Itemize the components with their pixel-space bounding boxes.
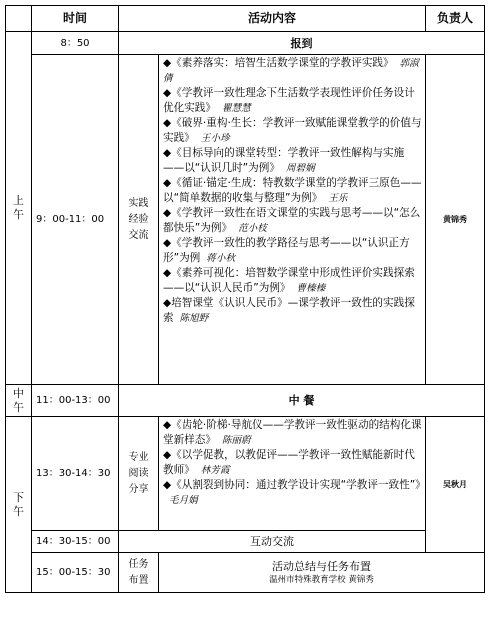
item-title: ◆《学教评一致性理念下生活数学表现性评价任务设计优化实践》 — [163, 87, 415, 114]
content-exchange: 互动交流 — [119, 531, 426, 553]
item-title: ◆《素养可视化：培智数学课堂中形成性评价实践探索——以“认识人民币”为例》 — [163, 267, 415, 294]
responsible-afternoon: 吴秋月 — [426, 417, 485, 553]
morning-item — [163, 296, 422, 326]
morning-item — [163, 56, 422, 86]
item-title: ◆《学教评一致性的教学路径与思考——以“认识正方形”为例 — [163, 237, 410, 264]
item-title: ◆《以学促教，以教促评——学教评一致性赋能新时代教师》 — [163, 449, 415, 476]
afternoon-item — [163, 478, 426, 508]
row-noon — [6, 385, 485, 417]
item-title: ◆《破界·重构·生长：学教评一致赋能课堂教学的价值与实践》 — [163, 117, 422, 144]
header-content: 活动内容 — [119, 6, 426, 32]
header-period-blank — [6, 6, 32, 32]
row-morning — [6, 55, 485, 385]
item-speaker: 林芳霞 — [200, 465, 230, 476]
item-speaker: 陈丽蔚 — [221, 435, 251, 446]
item-speaker: 郭淑倩 — [163, 58, 419, 84]
item-speaker: 陈旭野 — [179, 313, 209, 324]
period-afternoon: 下 午 — [6, 417, 32, 593]
afternoon-item — [163, 418, 422, 448]
header-row — [6, 6, 485, 32]
closing-sub: 温州市特殊教育学校 黄锦秀 — [269, 574, 374, 585]
item-title: ◆培智课堂《认识人民币》—课学教评一致性的实践探索 — [163, 297, 415, 324]
morning-item — [163, 266, 422, 296]
item-title: ◆《从割裂到协同：通过教学设计实现“学教评一致性”》 — [163, 479, 426, 491]
item-speaker: 王小珍 — [200, 133, 230, 144]
afternoon-items — [163, 418, 426, 508]
afternoon-item — [163, 448, 422, 478]
item-speaker: 王乐 — [328, 193, 348, 204]
morning-item — [163, 86, 422, 116]
content-checkin: 报到 — [119, 32, 485, 55]
morning-item — [163, 176, 422, 206]
time-noon: 11：00-13：00 — [32, 385, 119, 417]
item-title: ◆《齿轮·阶梯·导航仪——学教评一致性驱动的结构化课堂新样态》 — [163, 419, 422, 446]
item-speaker: 瞿慧慧 — [221, 103, 251, 114]
row-checkin — [6, 32, 485, 55]
closing-title: 活动总结与任务布置 — [272, 559, 371, 573]
item-title: ◆《素养落实：培智生活数学课堂的学教评实践》 — [163, 57, 394, 69]
item-speaker: 周碧娴 — [285, 163, 315, 174]
header-time: 时间 — [32, 6, 119, 32]
item-speaker: 曹榛榛 — [296, 283, 326, 294]
header-responsible: 负责人 — [426, 6, 485, 32]
content-morning — [159, 55, 426, 385]
item-title: ◆《循证·锚定·生成：特教数学课堂的学教评三原色——以“简单数据的收集与整理”为例》 — [163, 177, 422, 204]
form-closing: 任务 布置 — [119, 553, 159, 593]
form-morning: 实践 经验 交流 — [119, 55, 159, 385]
content-closing — [159, 553, 485, 593]
row-closing — [6, 553, 485, 593]
morning-item — [163, 236, 422, 266]
morning-items — [163, 56, 422, 326]
form-afternoon: 专业 阅读 分享 — [119, 417, 159, 531]
item-title: ◆《学教评一致性在语文课堂的实践与思考——以“怎么都快乐”为例》 — [163, 207, 421, 234]
time-afternoon: 13：30-14：30 — [32, 417, 119, 531]
time-checkin: 8：50 — [32, 32, 119, 55]
row-exchange — [6, 531, 485, 553]
item-speaker: 毛月娟 — [169, 495, 198, 506]
morning-item — [163, 206, 422, 236]
content-afternoon — [159, 417, 426, 531]
time-exchange: 14：30-15：00 — [32, 531, 119, 553]
period-noon: 中 午 — [6, 385, 32, 417]
row-afternoon — [6, 417, 485, 531]
item-speaker: 蒋小秋 — [206, 253, 236, 264]
item-title: ◆《目标导向的课堂转型：学教评一致性解构与实施——以“认识几时”为例》 — [163, 147, 405, 174]
time-morning: 9：00-11：00 — [32, 55, 119, 385]
period-morning: 上 午 — [6, 32, 32, 385]
content-noon: 中 餐 — [119, 385, 485, 417]
schedule-table — [5, 5, 485, 593]
responsible-morning: 黄锦秀 — [426, 55, 485, 385]
item-speaker: 范小枝 — [238, 223, 267, 234]
morning-item — [163, 116, 422, 146]
time-closing: 15：00-15：30 — [32, 553, 119, 593]
morning-item — [163, 146, 422, 176]
